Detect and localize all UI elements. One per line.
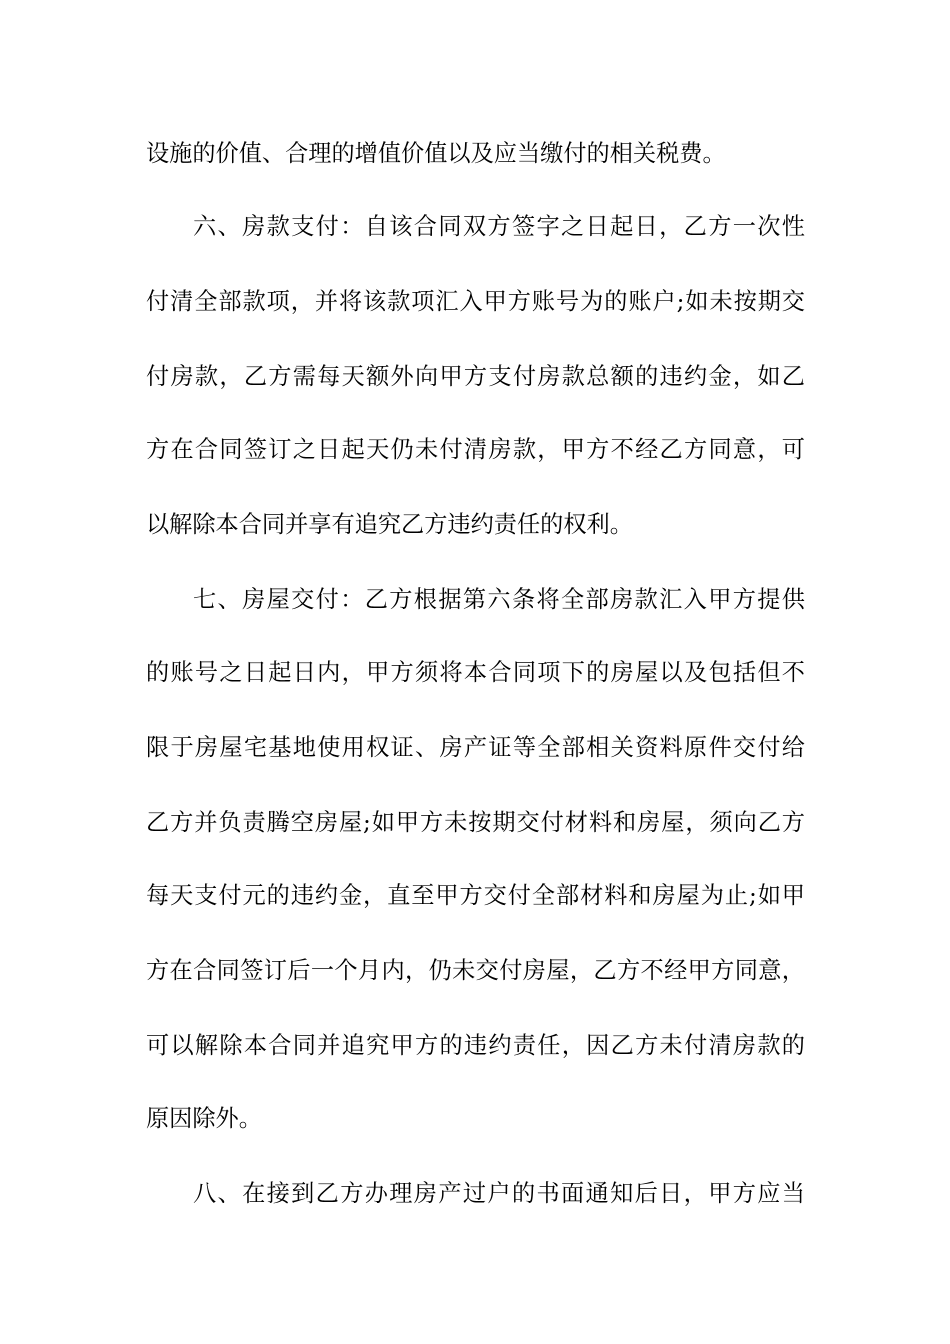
text-line: 限于房屋宅基地使用权证、房产证等全部相关资料原件交付给 [146, 734, 805, 761]
paragraph-eight-line: 八、在接到乙方办理房产过户的书面通知后日，甲方应当 [193, 1180, 805, 1207]
text-line: 乙方并负责腾空房屋;如甲方未按期交付材料和房屋，须向乙方 [146, 809, 805, 836]
text-line: 可以解除本合同并追究甲方的违约责任，因乙方未付清房款的 [146, 1032, 805, 1059]
paragraph-seven-line: 七、房屋交付：乙方根据第六条将全部房款汇入甲方提供 [193, 586, 805, 613]
text-line: 的账号之日起日内，甲方须将本合同项下的房屋以及包括但不 [146, 659, 805, 686]
text-line: 方在合同签订后一个月内，仍未交付房屋，乙方不经甲方同意， [146, 957, 805, 984]
text-line: 以解除本合同并享有追究乙方违约责任的权利。 [146, 511, 633, 538]
text-line: 原因除外。 [146, 1105, 262, 1132]
text-line: 设施的价值、合理的增值价值以及应当缴付的相关税费。 [146, 140, 726, 167]
text-line: 付房款，乙方需每天额外向甲方支付房款总额的违约金，如乙 [146, 363, 805, 390]
text-line: 方在合同签订之日起天仍未付清房款，甲方不经乙方同意，可 [146, 436, 805, 463]
paragraph-six-line: 六、房款支付：自该合同双方签字之日起日，乙方一次性 [193, 213, 805, 240]
text-line: 每天支付元的违约金，直至甲方交付全部材料和房屋为止;如甲 [146, 882, 805, 909]
text-line: 付清全部款项，并将该款项汇入甲方账号为的账户;如未按期交 [146, 288, 805, 315]
